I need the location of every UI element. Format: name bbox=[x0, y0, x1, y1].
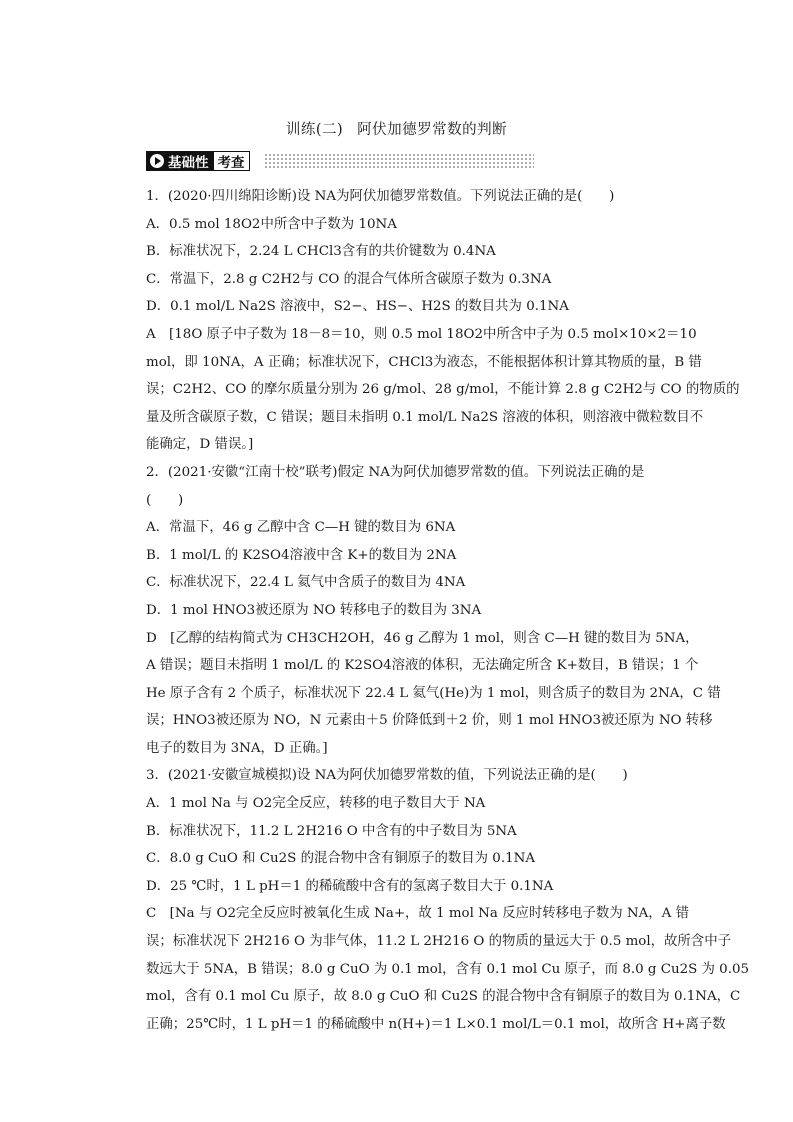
q1-answer-line: 量及所含碳原子数，C 错误；题目未指明 0.1 mol/L Na2S 溶液的体积，则溶液中微粒数目不 bbox=[146, 409, 704, 425]
q1-answer-line: mol，即 10NA，A 正确；标准状况下，CHCl3为液态，不能根据体积计算其物质的量，B 错 bbox=[146, 354, 702, 370]
q2-answer-line: 电子的数目为 3NA，D 正确。] bbox=[146, 740, 328, 756]
q2-answer-line: A 错误；题目未指明 1 mol/L 的 K2SO4溶液的体积，无法确定所含 K+数目，B 错误；1 个 bbox=[146, 658, 699, 674]
page-title bbox=[0, 118, 793, 139]
dotted-rule bbox=[264, 153, 534, 169]
section-badge-dark-text: 基础性 bbox=[168, 155, 209, 171]
q3-answer-line: mol，含有 0.1 mol Cu 原子，故 8.0 g CuO 和 Cu2S 的混合物中含有铜原子的数目为 0.1NA，C bbox=[146, 989, 741, 1005]
play-icon bbox=[150, 154, 164, 168]
q3-stem: 3．(2021·安徽宣城模拟)设 NA为阿伏加德罗常数的值，下列说法正确的是( ) bbox=[146, 768, 628, 784]
q2-option-c: C．标准状况下，22.4 L 氦气中含质子的数目为 4NA bbox=[146, 575, 466, 591]
q3-option-b: B．标准状况下，11.2 L 2H216 O 中含有的中子数目为 5NA bbox=[146, 823, 517, 839]
question-content bbox=[146, 183, 749, 1038]
q1-answer-line: 能确定，D 错误。] bbox=[146, 437, 254, 453]
q2-option-d: D．1 mol HNO3被还原为 NO 转移电子的数目为 3NA bbox=[146, 602, 482, 618]
q1-stem: 1．(2020·四川绵阳诊断)设 NA为阿伏加德罗常数值。下列说法正确的是( ) bbox=[146, 189, 615, 204]
q2-stem-bracket: ( ) bbox=[146, 492, 184, 508]
q1-answer-line: A [18O 原子中子数为 18－8＝10，则 0.5 mol 18O2中所含中子为 0.5 mol×10×2＝10 bbox=[146, 326, 697, 342]
q1-option-d: D．0.1 mol/L Na2S 溶液中，S2−、HS−、H2S 的数目共为 0.1NA bbox=[146, 299, 569, 315]
q3-option-a: A．1 mol Na 与 O2完全反应，转移的电子数目大于 NA bbox=[146, 796, 486, 812]
q3-answer-line: 正确；25℃时，1 L pH＝1 的稀硫酸中 n(H+)＝1 L×0.1 mol/L＝0.1 mol，故所含 H+离子数 bbox=[146, 1016, 726, 1032]
q1-option-c: C．常温下，2.8 g C2H2与 CO 的混合气体所含碳原子数为 0.3NA bbox=[146, 271, 552, 287]
q1-option-a: A．0.5 mol 18O2中所含中子数为 10NA bbox=[146, 216, 397, 232]
section-badge-light-text: 考查 bbox=[217, 155, 245, 171]
q3-answer-line: 误；标准状况下 2H216 O 为非气体，11.2 L 2H216 O 的物质的量远大于 0.5 mol，故所含中子 bbox=[146, 934, 731, 950]
section-badge bbox=[146, 151, 250, 171]
q3-option-d: D．25 ℃时，1 L pH＝1 的稀硫酸中含有的氢离子数目大于 0.1NA bbox=[146, 878, 554, 894]
q1-option-b: B．标准状况下，2.24 L CHCl3含有的共价键数为 0.4NA bbox=[146, 244, 496, 260]
q2-option-b: B．1 mol/L 的 K2SO4溶液中含 K+的数目为 2NA bbox=[146, 547, 457, 563]
q1-answer-line: 误；C2H2、CO 的摩尔质量分别为 26 g/mol、28 g/mol，不能计算 2.8 g C2H2与 CO 的物质的 bbox=[146, 382, 740, 398]
section-banner bbox=[146, 150, 546, 172]
q3-option-c: C．8.0 g CuO 和 Cu2S 的混合物中含有铜原子的数目为 0.1NA bbox=[146, 851, 535, 867]
q3-answer-line: 数远大于 5NA，B 错误；8.0 g CuO 为 0.1 mol，含有 0.1 mol Cu 原子，而 8.0 g Cu2S 为 0.05 bbox=[146, 961, 749, 977]
lesson-number: 训练(二) bbox=[285, 122, 344, 138]
q2-answer-line: D [乙醇的结构简式为 CH3CH2OH，46 g 乙醇为 1 mol，则含 C—H 键的数目为 5NA， bbox=[146, 630, 699, 646]
q2-option-a: A．常温下，46 g 乙醇中含 C—H 键的数目为 6NA bbox=[146, 520, 456, 536]
q3-answer-line: C [Na 与 O2完全反应时被氧化生成 Na+，故 1 mol Na 反应时转移电子数为 NA，A 错 bbox=[146, 906, 689, 922]
q2-answer-line: He 原子含有 2 个质子，标准状况下 22.4 L 氦气(He)为 1 mol，则含质子的数目为 2NA，C 错 bbox=[146, 685, 721, 701]
lesson-title: 阿伏加德罗常数的判断 bbox=[357, 122, 508, 138]
q2-answer-line: 误；HNO3被还原为 NO，N 元素由＋5 价降低到＋2 价，则 1 mol HNO3被还原为 NO 转移 bbox=[146, 713, 713, 729]
q2-stem: 2．(2021·安徽“江南十校”联考)假定 NA为阿伏加德罗常数的值。下列说法正确的是 bbox=[146, 464, 645, 480]
